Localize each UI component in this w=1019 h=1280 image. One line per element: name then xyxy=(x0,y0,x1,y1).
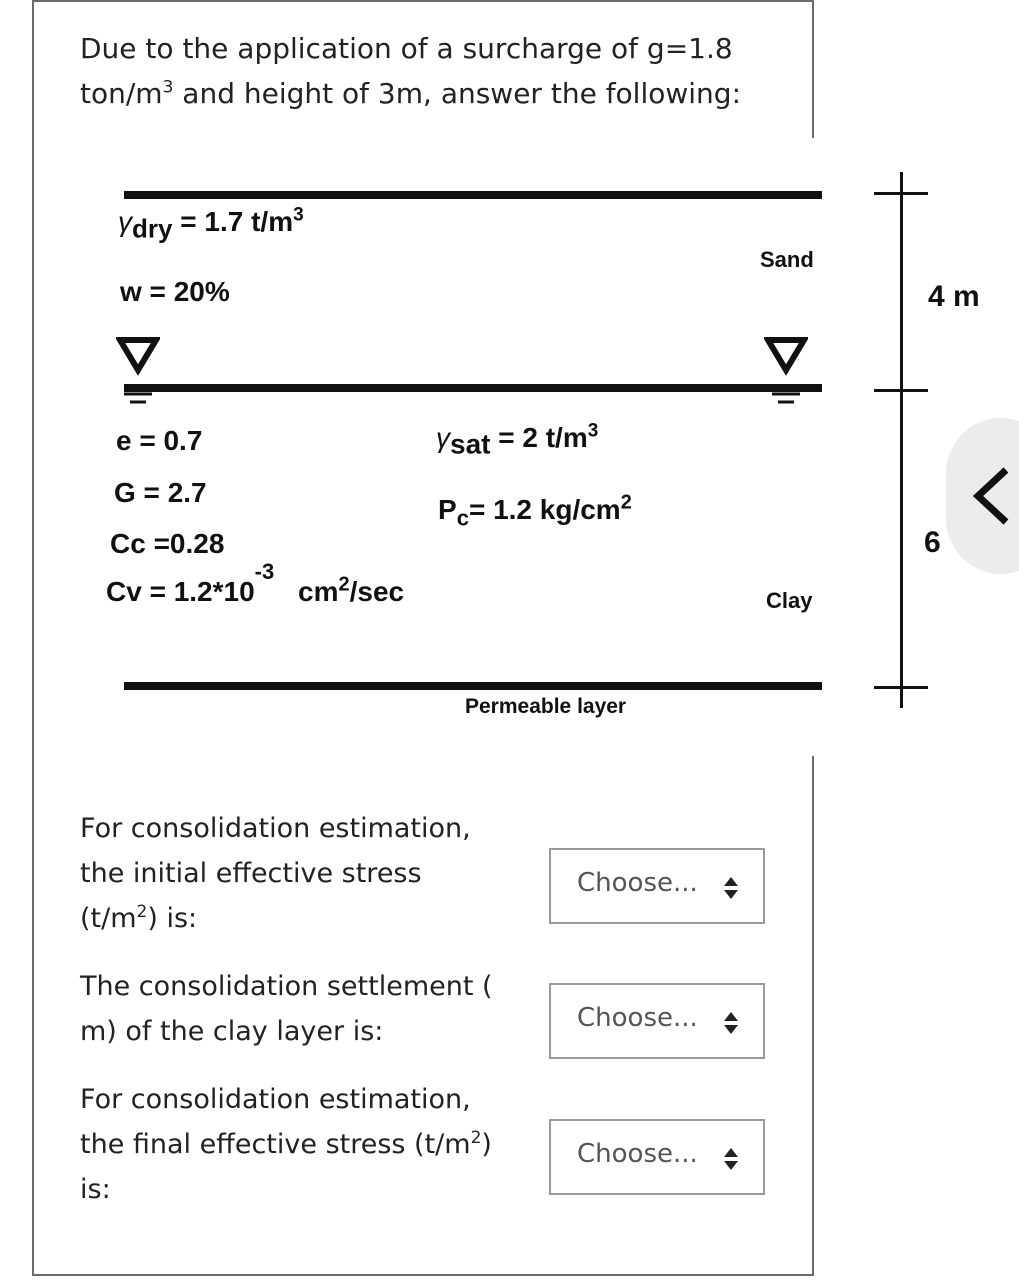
question-2-line-1: The consolidation settlement ( xyxy=(80,971,493,1002)
q1-unit-post: ) is: xyxy=(147,903,198,934)
question-intro xyxy=(80,26,780,116)
pc-subscript: c xyxy=(456,505,469,531)
sand-top-boundary xyxy=(124,191,822,199)
pc-sup: 2 xyxy=(620,491,632,514)
question-2-label xyxy=(80,964,540,1054)
gamma-sat-value: = 2 t/m xyxy=(498,422,588,453)
gamma-dry-sup: 3 xyxy=(293,204,304,226)
clay-cv xyxy=(106,559,405,608)
dimension-tick-middle xyxy=(874,389,928,392)
dimension-vertical-line xyxy=(900,172,903,708)
q3-unit-pre: the final effective stress (t/m xyxy=(80,1129,471,1160)
q3-unit-sup: 2 xyxy=(470,1128,482,1148)
clay-preconsolidation xyxy=(438,491,632,531)
q1-unit-sup: 2 xyxy=(136,902,148,922)
permeable-layer-label: Permeable layer xyxy=(465,695,627,718)
frame-top-border xyxy=(32,0,814,2)
question-2-line-2: m) of the clay layer is: xyxy=(80,1016,384,1047)
question-3-line-1: For consolidation estimation, xyxy=(80,1084,471,1115)
intro-text-2: and height of 3m, answer the following: xyxy=(173,77,742,110)
side-scroll-tab[interactable] xyxy=(946,418,1019,574)
frame-right-border-bottom xyxy=(812,756,814,1276)
water-table-boundary xyxy=(124,384,822,392)
cv-unit-tail: /sec xyxy=(349,576,405,607)
gamma-symbol: γ xyxy=(118,206,132,237)
sand-gamma-dry xyxy=(118,204,304,244)
gamma-symbol: γ xyxy=(436,422,450,453)
q1-unit-pre: (t/m xyxy=(80,903,137,934)
frame-bottom-border xyxy=(32,1274,814,1276)
clay-thickness-label: 6 xyxy=(924,526,941,559)
pc-symbol: P xyxy=(438,494,457,525)
gamma-subscript: dry xyxy=(132,213,173,244)
dimension-tick-top xyxy=(874,192,928,195)
question-3-select[interactable] xyxy=(549,1119,765,1195)
up-down-arrows-icon xyxy=(723,1147,739,1171)
question-1-line-3 xyxy=(80,896,540,941)
clay-gamma-sat xyxy=(436,420,599,460)
question-1-select-value: Choose... xyxy=(577,868,698,898)
water-table-icon xyxy=(764,336,808,416)
clay-specific-gravity: G = 2.7 xyxy=(114,477,207,508)
question-3-line-3: is: xyxy=(80,1174,111,1205)
gamma-sat-subscript: sat xyxy=(450,428,491,460)
intro-text-1: Due to the application of a surcharge of g=1.8 ton/m xyxy=(80,32,733,110)
frame-right-border-top xyxy=(812,0,814,138)
question-2-select[interactable] xyxy=(549,983,765,1059)
intro-superscript: 3 xyxy=(162,77,174,98)
clay-layer-label: Clay xyxy=(766,588,813,613)
pc-value: = 1.2 kg/cm xyxy=(468,494,621,525)
question-3-line-2 xyxy=(80,1122,540,1167)
chevron-left-icon xyxy=(970,466,1014,526)
up-down-arrows-icon xyxy=(723,876,739,900)
sand-water-content: w = 20% xyxy=(120,276,230,307)
question-1-line-1: For consolidation estimation, xyxy=(80,813,471,844)
question-1-line-2: the initial effective stress xyxy=(80,858,422,889)
gamma-sat-sup: 3 xyxy=(587,420,599,442)
question-3-label xyxy=(80,1077,540,1212)
gamma-dry-value: = 1.7 t/m xyxy=(180,206,294,237)
sand-layer-label: Sand xyxy=(760,247,814,272)
dimension-tick-bottom xyxy=(874,686,928,689)
sand-thickness-label: 4 m xyxy=(928,280,980,313)
cv-unit: cm xyxy=(298,576,339,607)
clay-bottom-boundary xyxy=(124,682,822,690)
question-1-label xyxy=(80,806,540,941)
question-3-select-value: Choose... xyxy=(577,1139,698,1169)
cv-text: Cv = 1.2*10 xyxy=(106,576,255,607)
q3-unit-post: ) xyxy=(481,1129,492,1160)
water-table-icon xyxy=(116,336,160,416)
question-2-select-value: Choose... xyxy=(577,1003,698,1033)
cv-unit-sup: 2 xyxy=(338,573,350,596)
frame-left-border xyxy=(32,0,34,1276)
clay-compression-index: Cc =0.28 xyxy=(110,528,225,559)
up-down-arrows-icon xyxy=(723,1011,739,1035)
clay-void-ratio: e = 0.7 xyxy=(116,425,203,456)
cv-exponent: -3 xyxy=(254,559,275,584)
question-1-select[interactable] xyxy=(549,848,765,924)
